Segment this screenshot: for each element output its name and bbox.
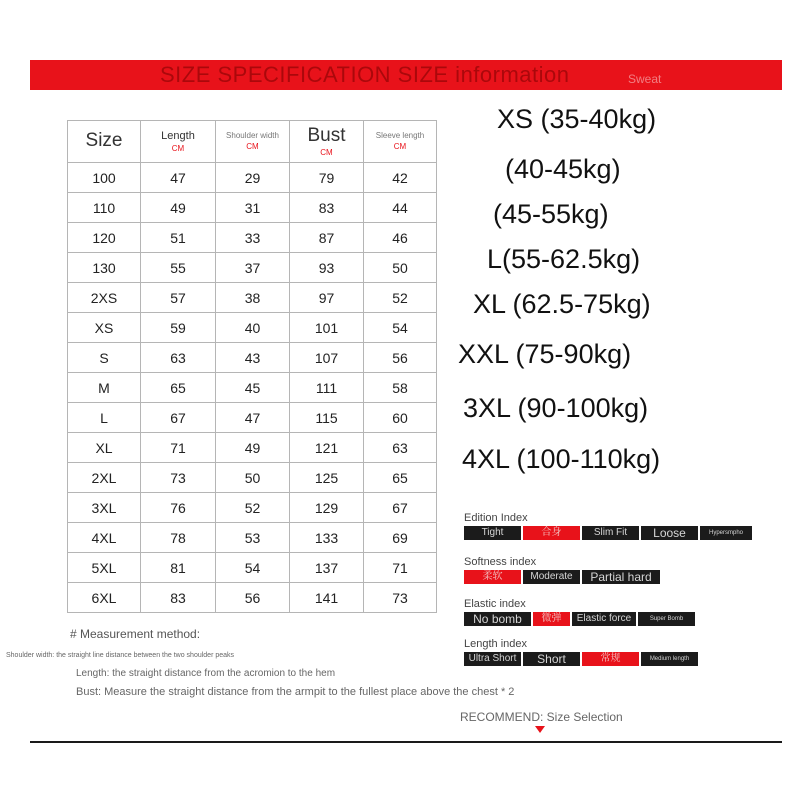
table-cell: 33 (216, 223, 290, 253)
table-cell: 73 (141, 463, 216, 493)
softness-index-title: Softness index (464, 556, 537, 568)
table-cell: 31 (216, 193, 290, 223)
weight-item: XXL (75-90kg) (458, 339, 632, 369)
weight-item: L(55-62.5kg) (487, 244, 641, 274)
table-cell: 81 (141, 553, 216, 583)
softness-option-soft: 柔软 (464, 570, 521, 584)
table-row (68, 373, 437, 403)
arrow-down-icon (535, 726, 545, 733)
table-cell: 43 (216, 343, 290, 373)
table-cell: 93 (290, 253, 364, 283)
table-cell: 120 (68, 223, 141, 253)
header-shoulder-width: Shoulder width CM (216, 121, 290, 163)
table-cell: 111 (290, 373, 364, 403)
measurement-bust: Bust: Measure the straight distance from the armpit to the fullest place above the chest * 2 (76, 686, 515, 698)
edition-option-fit: 合身 (523, 526, 580, 540)
header-sleeve-length: Sleeve length CM (364, 121, 437, 163)
length-index-title: Length index (464, 638, 527, 650)
table-cell: 6XL (68, 583, 141, 613)
elastic-option-super-bomb: Super Bomb (638, 612, 695, 626)
edition-index-title: Edition Index (464, 512, 528, 524)
edition-index (464, 512, 752, 540)
table-cell: 38 (216, 283, 290, 313)
table-cell: 49 (216, 433, 290, 463)
table-cell: 107 (290, 343, 364, 373)
header-bust: Bust CM (290, 121, 364, 163)
table-cell: 137 (290, 553, 364, 583)
table-cell: 101 (290, 313, 364, 343)
table-cell: 63 (364, 433, 437, 463)
recommend-label: RECOMMEND: Size Selection (460, 710, 623, 724)
table-cell: 56 (216, 583, 290, 613)
table-cell: 50 (364, 253, 437, 283)
table-cell: 51 (141, 223, 216, 253)
table-cell: 42 (364, 163, 437, 193)
table-cell: 141 (290, 583, 364, 613)
edition-option-slim-fit: Slim Fit (582, 526, 639, 540)
table-cell: 133 (290, 523, 364, 553)
edition-option-tight: Tight (464, 526, 521, 540)
table-row (68, 223, 437, 253)
table-row (68, 253, 437, 283)
table-row (68, 343, 437, 373)
table-cell: 2XS (68, 283, 141, 313)
length-index-options (464, 652, 698, 666)
table-cell: 50 (216, 463, 290, 493)
table-cell: 57 (141, 283, 216, 313)
edition-option-hypersmpho: Hypersmpho (700, 526, 752, 540)
elastic-index-title: Elastic index (464, 598, 526, 610)
weight-item: XS (35-40kg) (497, 104, 657, 134)
table-cell: 121 (290, 433, 364, 463)
table-cell: 47 (216, 403, 290, 433)
table-cell: 83 (141, 583, 216, 613)
table-cell: 46 (364, 223, 437, 253)
table-cell: 79 (290, 163, 364, 193)
table-cell: 130 (68, 253, 141, 283)
elastic-index-options (464, 612, 695, 626)
table-cell: 59 (141, 313, 216, 343)
table-cell: 55 (141, 253, 216, 283)
table-cell: 60 (364, 403, 437, 433)
table-cell: 63 (141, 343, 216, 373)
table-cell: 5XL (68, 553, 141, 583)
table-cell: 53 (216, 523, 290, 553)
weight-item: 3XL (90-100kg) (463, 393, 649, 423)
banner-subtitle: Sweat (628, 72, 662, 86)
table-cell: 37 (216, 253, 290, 283)
banner-title: SIZE SPECIFICATION SIZE information (160, 62, 570, 87)
table-cell: 110 (68, 193, 141, 223)
table-cell: 52 (216, 493, 290, 523)
header-length: Length CM (141, 121, 216, 163)
table-cell: 45 (216, 373, 290, 403)
table-cell: XS (68, 313, 141, 343)
table-cell: 58 (364, 373, 437, 403)
bottom-divider (30, 741, 782, 743)
table-cell: 87 (290, 223, 364, 253)
title-banner (30, 60, 782, 90)
table-cell: 2XL (68, 463, 141, 493)
table-cell: 78 (141, 523, 216, 553)
length-option-regular: 常规 (582, 652, 639, 666)
measurement-length: Length: the straight distance from the acromion to the hem (76, 668, 336, 679)
table-cell: 100 (68, 163, 141, 193)
softness-option-partial-hard: Partial hard (582, 570, 660, 584)
table-cell: 76 (141, 493, 216, 523)
table-cell: S (68, 343, 141, 373)
weight-item: 4XL (100-110kg) (462, 444, 661, 474)
table-cell: L (68, 403, 141, 433)
table-cell: 47 (141, 163, 216, 193)
table-cell: 54 (364, 313, 437, 343)
measurement-shoulder: Shoulder width: the straight line distance between the two shoulder peaks (6, 652, 235, 659)
table-cell: 29 (216, 163, 290, 193)
length-option-short: Short (523, 652, 580, 666)
length-option-medium-length: Medium length (641, 652, 698, 666)
table-cell: 67 (141, 403, 216, 433)
table-row (68, 283, 437, 313)
table-cell: 67 (364, 493, 437, 523)
size-table (67, 120, 437, 613)
weight-item: (45-55kg) (493, 199, 609, 229)
table-row (68, 583, 437, 613)
edition-index-options (464, 526, 752, 540)
table-row (68, 163, 437, 193)
softness-index-options (464, 570, 660, 584)
table-row (68, 193, 437, 223)
table-cell: 40 (216, 313, 290, 343)
table-cell: 129 (290, 493, 364, 523)
table-cell: 56 (364, 343, 437, 373)
table-row (68, 433, 437, 463)
table-cell: 97 (290, 283, 364, 313)
table-row (68, 403, 437, 433)
table-cell: 69 (364, 523, 437, 553)
table-cell: 115 (290, 403, 364, 433)
elastic-option-elastic-force: Elastic force (572, 612, 636, 626)
elastic-index (464, 598, 695, 626)
table-row (68, 493, 437, 523)
length-index (464, 638, 698, 666)
table-cell: XL (68, 433, 141, 463)
table-cell: 49 (141, 193, 216, 223)
elastic-option-slight: 微弹 (533, 612, 570, 626)
elastic-option-no-bomb: No bomb (464, 612, 531, 626)
weight-item: (40-45kg) (505, 154, 621, 184)
table-cell: 71 (364, 553, 437, 583)
table-header-row (68, 121, 437, 163)
table-cell: 4XL (68, 523, 141, 553)
header-size: Size (68, 121, 141, 163)
weight-item: XL (62.5-75kg) (473, 289, 651, 319)
table-cell: 71 (141, 433, 216, 463)
table-body (68, 163, 437, 613)
softness-option-moderate: Moderate (523, 570, 580, 584)
table-cell: 65 (141, 373, 216, 403)
table-cell: 44 (364, 193, 437, 223)
table-cell: 3XL (68, 493, 141, 523)
softness-index (464, 556, 660, 584)
table-cell: 65 (364, 463, 437, 493)
edition-option-loose: Loose (641, 526, 698, 540)
table-cell: M (68, 373, 141, 403)
table-row (68, 523, 437, 553)
table-row (68, 463, 437, 493)
table-row (68, 553, 437, 583)
table-cell: 83 (290, 193, 364, 223)
table-cell: 73 (364, 583, 437, 613)
measurement-title: # Measurement method: (70, 627, 201, 641)
table-cell: 54 (216, 553, 290, 583)
table-cell: 125 (290, 463, 364, 493)
table-cell: 52 (364, 283, 437, 313)
length-option-ultra-short: Ultra Short (464, 652, 521, 666)
table-row (68, 313, 437, 343)
